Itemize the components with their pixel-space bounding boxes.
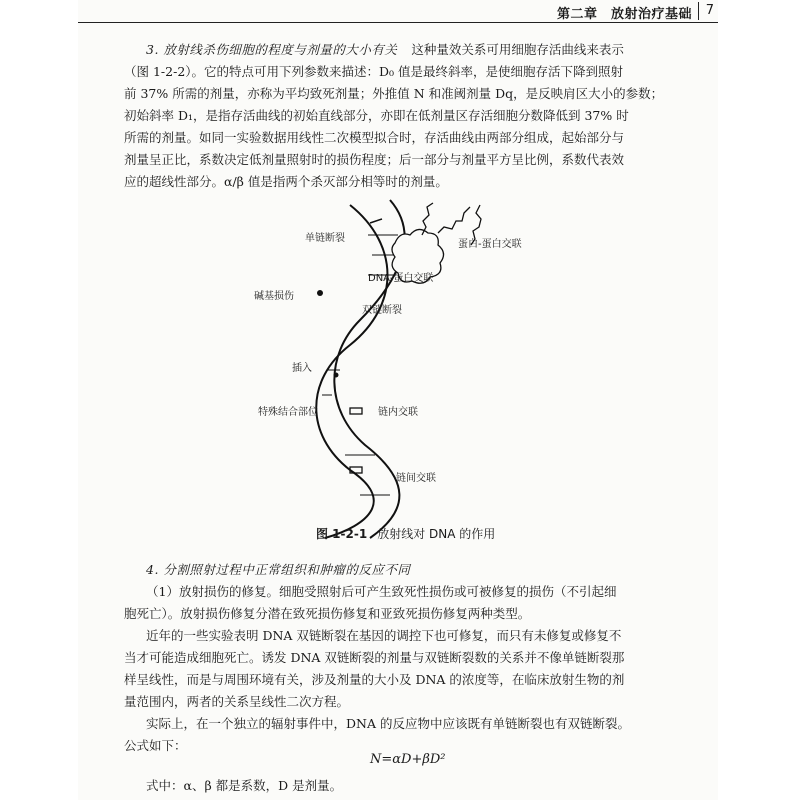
running-header <box>78 0 718 23</box>
paragraph-line: 剂量呈正比，系数决定低剂量照射时的损伤程度；后一部分与剂量平方呈比例，系数代表效 <box>124 152 625 167</box>
page-number: 7 <box>705 3 714 18</box>
paragraph-line: 样呈线性，而是与周围环境有关，涉及剂量的大小及 DNA 的浓度等，在临床放射生物的剂 <box>124 672 625 687</box>
base-damage-mark <box>317 290 323 296</box>
section4-heading: 4. 分割照射过程中正常组织和肿瘤的反应不同 <box>146 562 411 577</box>
formula-note: 式中：α、β 都是系数，D 是剂量。 <box>146 778 343 793</box>
paragraph-line: 当才可能造成细胞死亡。诱发 DNA 双链断裂的剂量与双链断裂数的关系并不像单链断裂那 <box>124 650 625 665</box>
crosslink-chain <box>438 207 470 233</box>
header-divider <box>698 2 699 20</box>
paragraph-line: （图 1-2-2）。它的特点可用下列参数来描述：D₀ 值是最终斜率，是使细胞存活下降到照射 <box>124 64 624 79</box>
formula: N=αD+βD² <box>370 752 446 767</box>
label-special-binding-site: 特殊结合部位 <box>258 407 318 418</box>
single-strand-break-mark <box>370 219 382 223</box>
paragraph-line: 初始斜率 D₁，是指存活曲线的初始直线部分，亦即在低剂量区存活细胞分数降低到 37% 时 <box>124 108 629 123</box>
paragraph-line: 近年的一些实验表明 DNA 双链断裂在基因的调控下也可修复，而只有未修复或修复不 <box>146 628 622 643</box>
label-protein-crosslink: 蛋白-蛋白交联 <box>458 239 522 250</box>
label-interstrand-crosslink: 链间交联 <box>396 473 436 484</box>
paragraph-line: 公式如下： <box>124 738 187 753</box>
dna-damage-diagram <box>250 195 550 540</box>
figure-caption-label: 图 1-2-1 <box>316 527 368 541</box>
paragraph-line: 这种量效关系可用细胞存活曲线来表示 <box>411 42 624 57</box>
paragraph-line: 胞死亡）。放射损伤修复分潜在致死损伤修复和亚致死损伤修复两种类型。 <box>124 606 531 621</box>
intrastrand-crosslink-mark <box>350 408 362 414</box>
figure-caption-text: 放射线对 DNA 的作用 <box>377 527 496 541</box>
label-dna-protein-crosslink: DNA-蛋白交联 <box>368 273 434 284</box>
insertion-mark <box>334 373 339 378</box>
label-double-strand-break: 双链断裂 <box>362 305 402 316</box>
chapter-title: 第二章 放射治疗基础 <box>556 7 692 22</box>
section3-heading: 3. 放射线杀伤细胞的程度与剂量的大小有关 <box>146 42 398 57</box>
figure-caption <box>316 525 495 542</box>
paragraph-line: （1）放射损伤的修复。细胞受照射后可产生致死性损伤或可被修复的损伤（不引起细 <box>146 584 617 599</box>
paragraph-line: 前 37% 所需的剂量，亦称为平均致死剂量；外推值 N 和准阈剂量 Dq，是反映肩区大小的参数； <box>124 86 664 101</box>
paragraph-line: 应的超线性部分。α/β 值是指两个杀灭部分相等时的剂量。 <box>124 174 448 189</box>
label-single-strand-break: 单链断裂 <box>305 233 345 244</box>
paragraph-line: 实际上，在一个独立的辐射事件中，DNA 的反应物中应该既有单链断裂也有双链断裂。 <box>146 716 630 731</box>
section3-first-line <box>146 40 666 60</box>
label-insertion: 插入 <box>292 363 312 374</box>
label-intrastrand-crosslink: 链内交联 <box>378 407 418 418</box>
paragraph-line: 所需的剂量。如同一实验数据用线性二次模型拟合时，存活曲线由两部分组成，起始部分与 <box>124 130 625 145</box>
paragraph-line: 量范围内，两者的关系呈线性二次方程。 <box>124 694 350 709</box>
label-base-damage: 碱基损伤 <box>254 291 294 302</box>
